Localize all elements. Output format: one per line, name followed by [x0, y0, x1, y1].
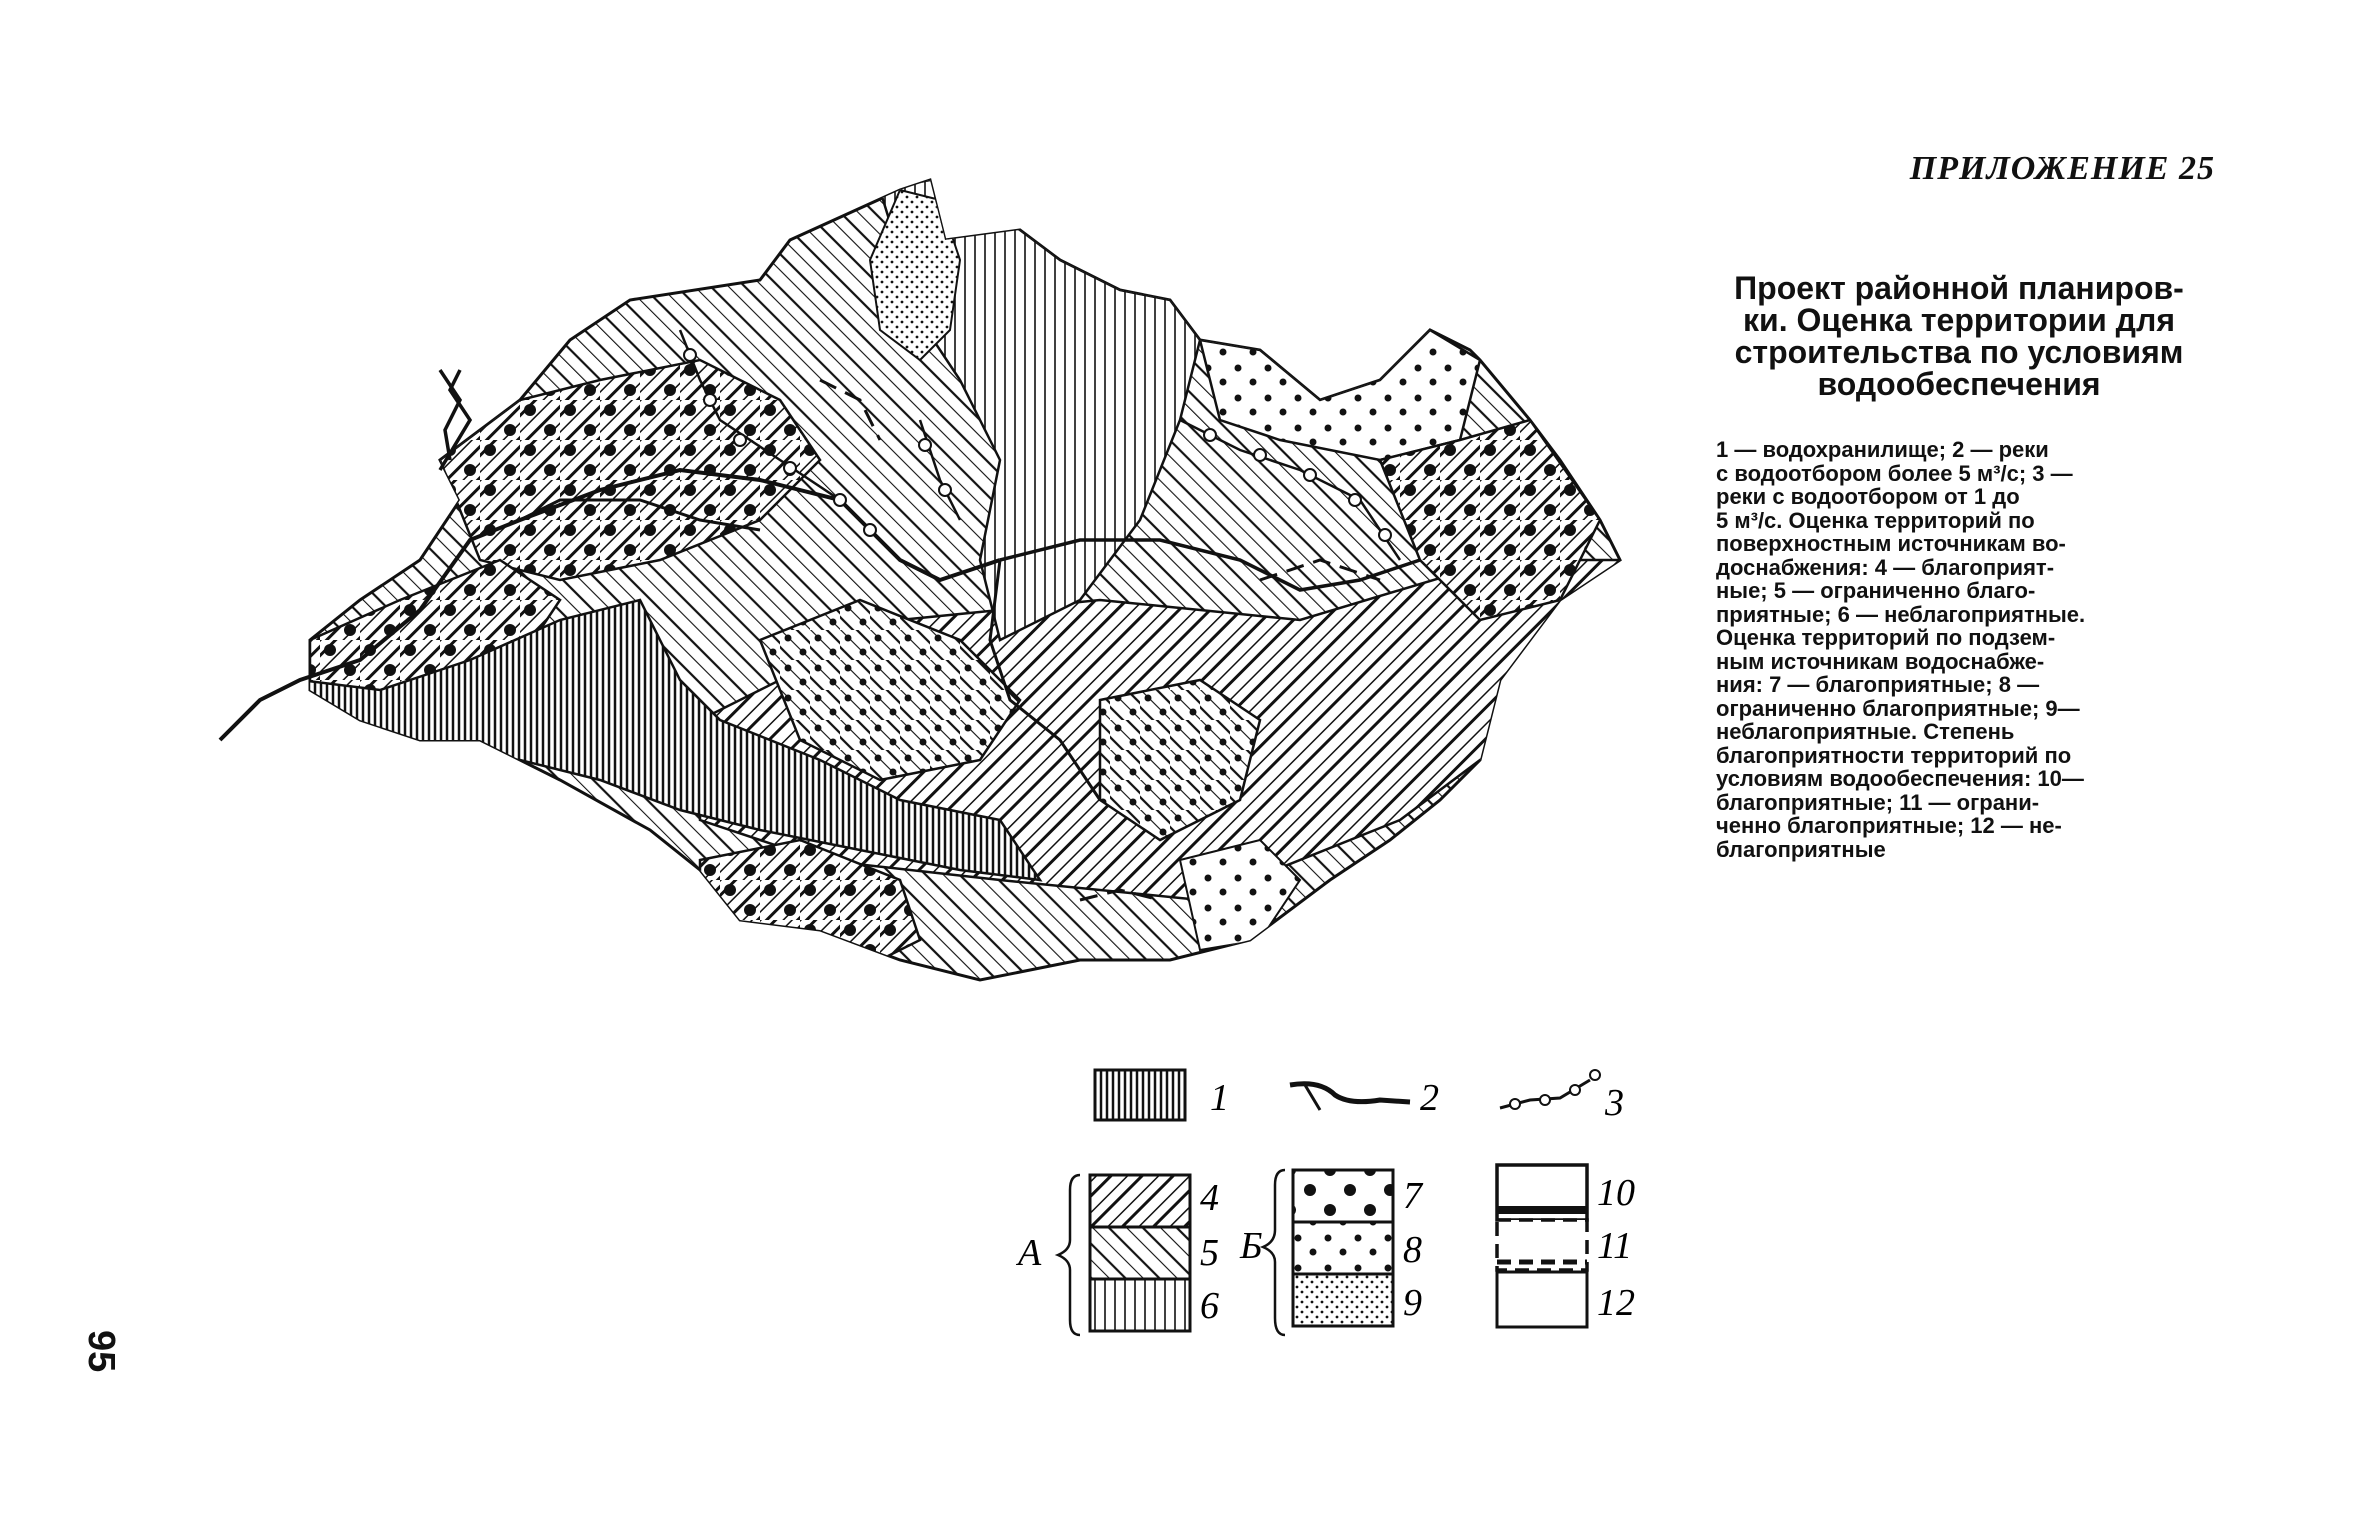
caption-line: ным источникам водоснабже-: [1716, 648, 2045, 674]
caption-line: Оценка территорий по подзем-: [1716, 625, 2056, 650]
caption-line: с водоотбором более 5 м³/с; 3 —: [1716, 460, 2073, 486]
caption-line: приятные; 6 — неблагоприятные.: [1716, 601, 2086, 627]
legend-label-8: 8: [1403, 1229, 1422, 1271]
legend-swatch-6: [1090, 1279, 1190, 1331]
title-line: строительства по условиям: [1734, 334, 2184, 370]
legend-label-5: 5: [1200, 1232, 1219, 1274]
legend-label-7: 7: [1403, 1175, 1422, 1217]
caption-line: ния: 7 — благоприятные; 8 —: [1716, 672, 2040, 697]
legend-swatch-4: [1090, 1175, 1190, 1227]
legend-group-a: А: [1018, 1232, 1042, 1274]
legend-swatch-7: [1293, 1170, 1393, 1222]
caption-line: ченно благоприятные; 12 — не-: [1716, 813, 2062, 838]
caption-line: условиям водообеспечения: 10—: [1716, 766, 2084, 791]
legend-label-9: 9: [1403, 1282, 1422, 1324]
legend-swatch-12: [1497, 1272, 1587, 1327]
caption-line: благоприятные: [1716, 836, 1886, 862]
map-legend: [1015, 1070, 1635, 1335]
caption-line: реки с водоотбором от 1 до: [1716, 484, 2020, 509]
caption-line: благоприятные; 11 — ограни-: [1716, 789, 2040, 815]
title-line: водообеспечения: [1817, 366, 2101, 402]
caption-line: доснабжения: 4 — благоприят-: [1716, 554, 2055, 580]
map-territory: [220, 180, 1620, 980]
page-number: 95: [80, 1330, 122, 1373]
legend-label-3: 3: [1605, 1082, 1624, 1124]
legend-label-6: 6: [1200, 1285, 1219, 1327]
legend-swatch-9: [1293, 1274, 1393, 1326]
legend-swatch-1: [1095, 1070, 1185, 1120]
legend-label-12: 12: [1597, 1282, 1635, 1324]
caption-line: неблагоприятные. Степень: [1716, 719, 2015, 744]
caption-line: ограниченно благоприятные; 9—: [1716, 695, 2080, 721]
legend-label-11: 11: [1597, 1225, 1633, 1267]
caption-line: ные; 5 — ограниченно благо-: [1716, 578, 2036, 603]
legend-label-4: 4: [1200, 1177, 1219, 1219]
legend-group-b: Б: [1240, 1225, 1263, 1267]
caption-line: благоприятности территорий по: [1716, 742, 2072, 768]
legend-label-1: 1: [1210, 1077, 1229, 1119]
title-line: ки. Оценка территории для: [1743, 302, 2175, 338]
title-line: Проект районной планиров-: [1734, 270, 2184, 306]
legend-swatch-8: [1293, 1222, 1393, 1274]
legend-label-10: 10: [1597, 1172, 1635, 1214]
caption-line: 1 — водохранилище; 2 — реки: [1716, 437, 2049, 462]
caption-line: поверхностным источникам во-: [1716, 531, 2066, 556]
legend-label-2: 2: [1420, 1077, 1439, 1119]
legend-swatch-5: [1090, 1227, 1190, 1279]
appendix-label: ПРИЛОЖЕНИЕ 25: [1909, 150, 2215, 187]
caption-line: 5 м³/с. Оценка территорий по: [1716, 507, 2035, 533]
